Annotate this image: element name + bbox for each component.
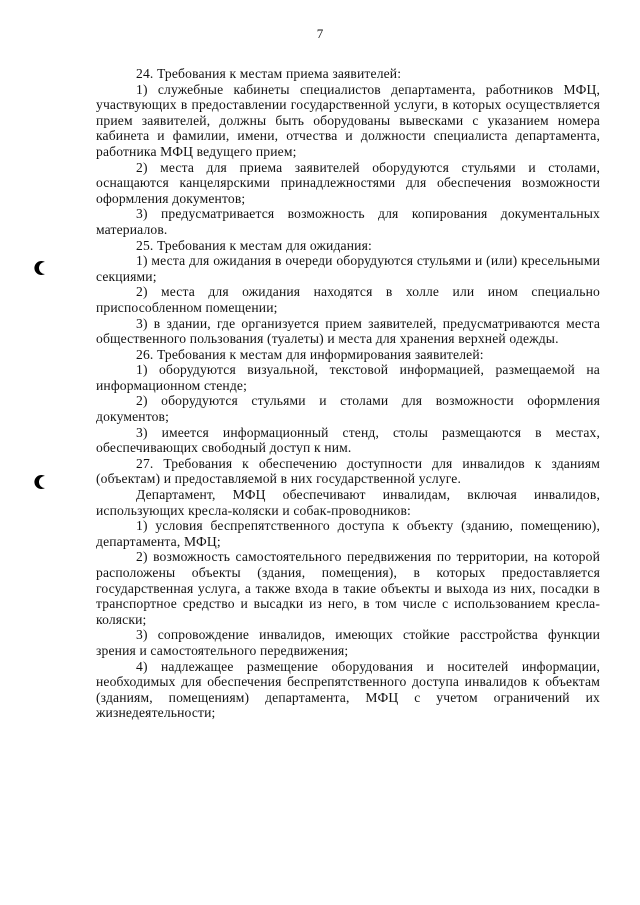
crescent-mark-icon xyxy=(34,474,50,490)
section-26-heading: 26. Требования к местам для информирования заявителей: xyxy=(136,346,484,362)
document-body xyxy=(96,66,600,721)
section-25-heading: 25. Требования к местам для ожидания: xyxy=(136,237,372,253)
paragraph: 1) условия беспрепятственного доступа к объекту (зданию, помещению), департамента, МФЦ; xyxy=(96,518,600,549)
paragraph: 1) служебные кабинеты специалистов департамента, работников МФЦ, участвующих в предоставлении государственной услуги, в которых осуществляется прием заявителей, должны быть оборудованы вывесками с указанием номера кабинета и фамилии, имени, отчества и должности специалиста департамента, работника МФЦ ведущего прием; xyxy=(96,81,600,159)
paragraph: 1) оборудуются визуальной, текстовой информацией, размещаемой на информационном стенде; xyxy=(96,362,600,393)
paragraph: 2) возможность самостоятельного передвижения по территории, на которой расположены объекты (здания, помещения), в которых предоставляется государственная услуга, а также входа в такие объекты и выхода из них, посадки в транспортное средство и высадки из него, в том числе с использованием кресла-коляски; xyxy=(96,549,600,627)
paragraph: 3) сопровождение инвалидов, имеющих стойкие расстройства функции зрения и самостоятельного передвижения; xyxy=(96,627,600,658)
crescent-mark-icon xyxy=(34,260,50,276)
paragraph: 2) места для приема заявителей оборудуются стульями и столами, оснащаются канцелярскими принадлежностями для обеспечения возможности оформления документов; xyxy=(96,159,600,206)
paragraph: 1) места для ожидания в очереди оборудуются стульями и (или) кресельными секциями; xyxy=(96,253,600,284)
paragraph: 3) в здании, где организуется прием заявителей, предусматриваются места общественного пользования (туалеты) и места для хранения верхней одежды. xyxy=(96,315,600,347)
paragraph: 4) надлежащее размещение оборудования и носителей информации, необходимых для обеспечения беспрепятственного доступа инвалидов к объектам (зданиям, помещениям) департамента, МФЦ с учетом ограничений их жизнедеятельности; xyxy=(96,658,600,721)
page-number: 7 xyxy=(316,26,324,41)
section-27-heading: 27. Требования к обеспечению доступности для инвалидов к зданиям (объектам) и предоставляемой в них государственной услуге. xyxy=(96,455,600,487)
paragraph: 3) имеется информационный стенд, столы размещаются в местах, обеспечивающих свободный доступ к ним. xyxy=(96,424,600,456)
section-24-heading: 24. Требования к местам приема заявителей: xyxy=(136,66,402,81)
paragraph: Департамент, МФЦ обеспечивают инвалидам, включая инвалидов, использующих кресла-коляски и собак-проводников: xyxy=(96,487,600,518)
paragraph: 2) оборудуются стульями и столами для возможности оформления документов; xyxy=(96,393,600,425)
paragraph: 3) предусматривается возможность для копирования документальных материалов. xyxy=(96,206,600,237)
paragraph: 2) места для ожидания находятся в холле или ином специально приспособленном помещении; xyxy=(96,284,600,315)
